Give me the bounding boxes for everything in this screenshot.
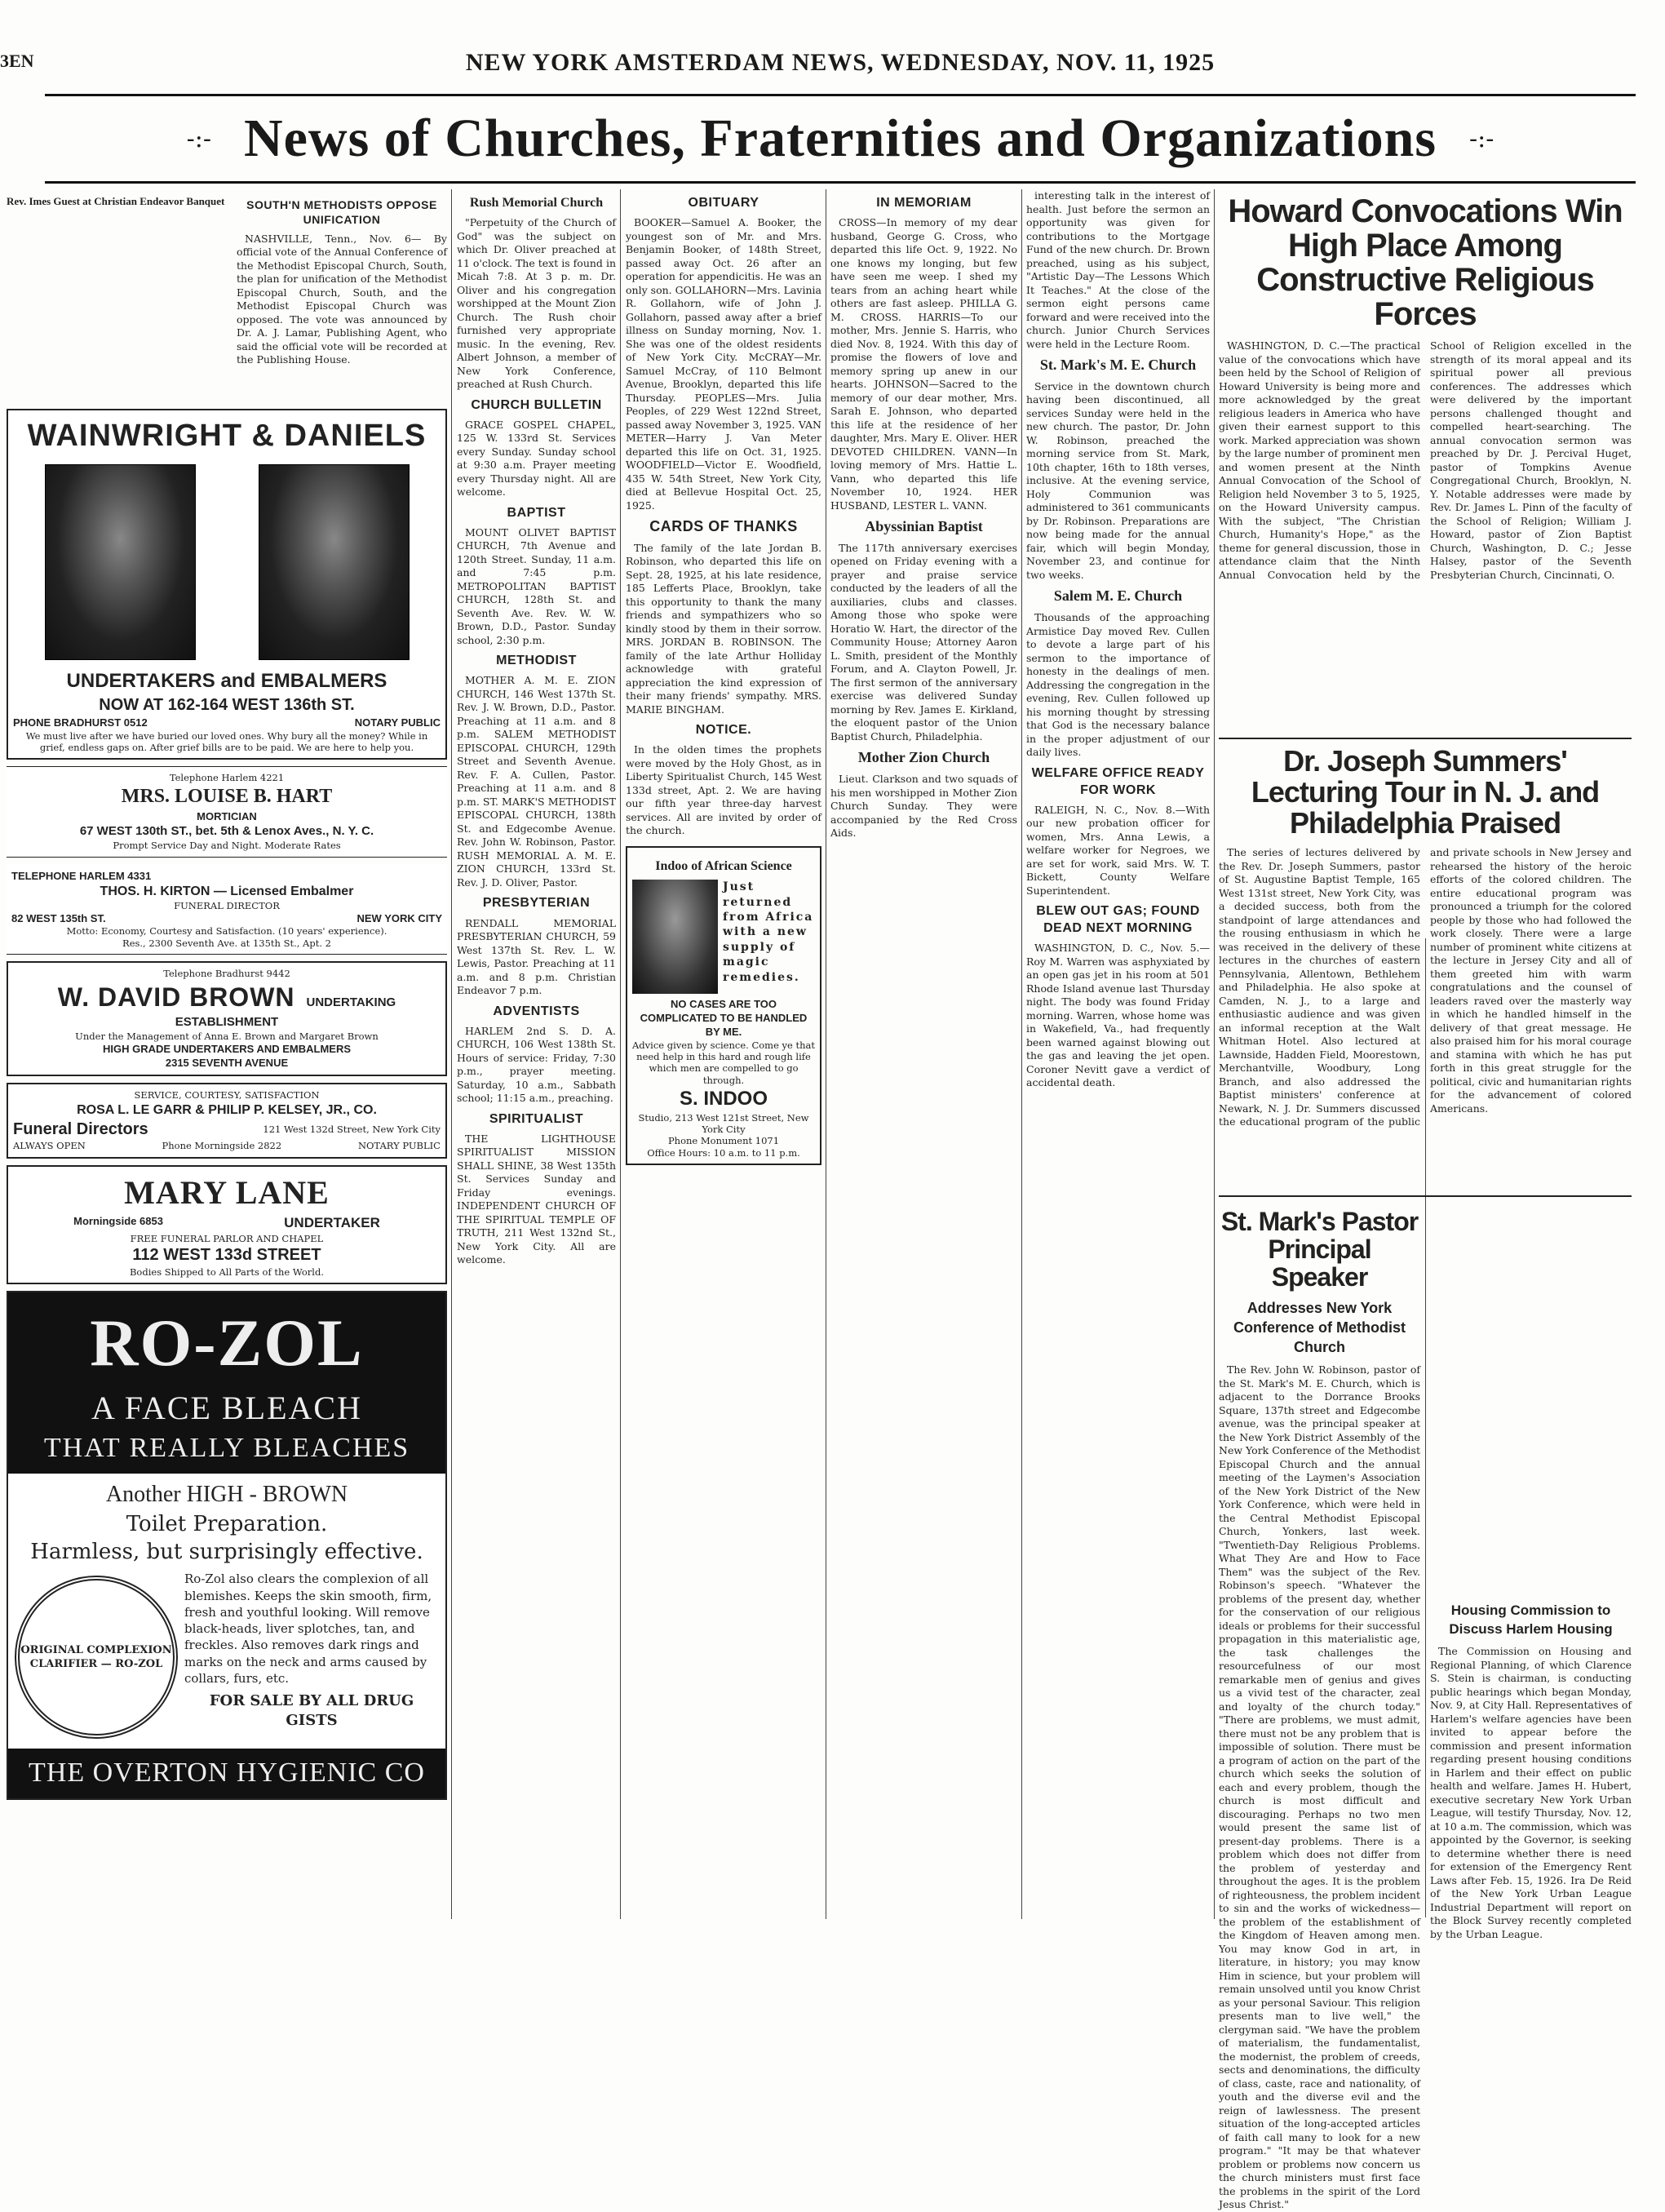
item-headline: Rev. Imes Guest at Christian Endeavor Banquet — [7, 195, 225, 207]
methodists-column — [237, 193, 447, 405]
ad-role: Funeral Directors — [13, 1119, 148, 1138]
ad-photos — [13, 456, 441, 668]
ad-david-brown — [7, 961, 447, 1076]
church-bulletin-column — [457, 189, 616, 1919]
rozol-maker: THE OVERTON HYGIENIC CO — [8, 1749, 445, 1798]
column-rule — [451, 189, 452, 1919]
article-body: interesting talk in the interest of health. Just before the sermon an opportunity was given for contributions to the Mortgage Fund of the new church. Dr. Brown preached, using as his subject, "Artistic Day—The Lessons Which It Teaches." At the close of the sermon eight persons came forward and were received into the church. Junior Church Services were held in the Lecture Room. — [1026, 189, 1210, 350]
ad-phone: Phone Monument 1071 — [667, 1135, 780, 1147]
section-body: MOUNT OLIVET BAPTIST CHURCH, 7th Avenue and 120th Street. Sunday, 11 a.m. and 7:45 p.m. METROPOLITAN BAPTIST CHURCH, 128th St. and Seventh Ave. Rev. W. W. Brown, D.D., Pastor. Sunday school, 2:30 p.m. — [457, 525, 616, 646]
memoriam-headline: IN MEMORIAM — [876, 196, 972, 210]
ad-tagline: SERVICE, COURTESY, SATISFACTION — [134, 1089, 320, 1102]
ad-address: 82 WEST 135th ST. — [11, 912, 106, 925]
column-rule — [1214, 189, 1215, 1919]
ad-louise-hart — [7, 766, 447, 857]
feature-body-wrap — [1219, 339, 1632, 731]
churches-column — [1026, 189, 1210, 1919]
section-headline: PRESBYTERIAN — [482, 896, 591, 911]
article-headline: SOUTH'N METHODISTS OPPOSE UNIFICATION — [246, 198, 437, 227]
feature-headline: Dr. Joseph Summers' Lecturing Tour in N. J. and Philadelphia Praised — [1251, 744, 1600, 840]
thanks-body: The family of the late Jordan B. Robinson, who departed this life on Sept. 28, 1925, at his late residence, 185 Lefferts Place, Brooklyn, take this opportunity to thank the many friends and sympathizers who so kindly stood by them in their sorrow. MRS. JORDAN B. ROBINSON. The family of the late Arthur Holliday acknowledge with grateful appreciation the kind expression of their many friends' sympathy. MRS. MARIE BINGHAM. — [626, 541, 821, 716]
ad-name: THOS. H. KIRTON — Licensed Embalmer — [100, 884, 354, 898]
ad-phone: TELEPHONE HARLEM 4331 — [11, 869, 152, 882]
article-headline: Housing Commission to Discuss Harlem Housing — [1449, 1602, 1613, 1637]
rozol-another: Another HIGH - BROWN — [105, 1481, 348, 1507]
column-rule — [1021, 189, 1022, 1919]
banner-ornament-right: -:- — [1469, 124, 1495, 153]
ad-phone: Telephone Bradhurst 9442 — [163, 968, 290, 980]
ad-hours: Office Hours: 10 a.m. to 11 p.m. — [647, 1146, 800, 1159]
rozol-harmless: Harmless, but surprisingly effective. — [30, 1540, 423, 1565]
article-headline: Salem M. E. Church — [1053, 587, 1183, 605]
obituary-headline: OBITUARY — [688, 196, 759, 210]
ad-address: 67 WEST 130th ST., bet. 5th & Lenox Aves., N. Y. C. — [79, 824, 374, 839]
ad-name: WAINWRIGHT & DANIELS — [27, 419, 427, 454]
article-headline: WELFARE OFFICE READY FOR WORK — [1031, 765, 1205, 797]
ad-phone: Morningside 6853 — [73, 1215, 163, 1228]
obituary-column — [626, 189, 821, 1919]
bulletin-body: GRACE GOSPEL CHAPEL, 125 W. 133rd St. Services every Sunday. Sunday school at 9:30 a.m. Prayer meeting every Thursday night. All are welcome. — [457, 418, 616, 499]
ad-phone: Telephone Harlem 4221 — [169, 772, 285, 784]
feature-subhead: Addresses New York Conference of Methodist Church — [1233, 1300, 1406, 1355]
section-body: THE LIGHTHOUSE SPIRITUALIST MISSION SHALL SHINE, 38 West 135th St. Services Sunday and Friday evenings. INDEPENDENT CHURCH OF THE SPIRITUAL TEMPLE OF TRUTH, 211 West 132nd St., New York City. All are welcome. — [457, 1132, 616, 1266]
ad-address: 121 West 132d Street, New York City — [263, 1123, 441, 1135]
ad-text: Just returned from Africa with a new supply of magic remedies. — [723, 880, 814, 984]
ad-shipping: Bodies Shipped to All Parts of the World. — [129, 1266, 325, 1278]
banner-title: News of Churches, Fraternities and Organizations — [243, 109, 1437, 168]
ad-tag: UNDERTAKING ESTABLISHMENT — [175, 995, 396, 1029]
rozol-tin-image: ORIGINAL COMPLEXION CLARIFIER — RO-ZOL — [15, 1576, 178, 1739]
feature-body-wrap — [1219, 846, 1632, 1189]
portrait-photo — [259, 464, 410, 660]
article-body: "Perpetuity of the Church of God" was the subject on which Dr. Oliver preached at 11 o'clock. The text is found in Micah 7:8. At 3 p. m. Dr. Oliver and his congregation worshipped at the Mount Zion Church. The Rush choir furnished very appropriate music. In the evening, Rev. Albert Johnson, a member of New York Conference, preached at Rush Church. — [457, 216, 616, 391]
article-headline: Abyssinian Baptist — [865, 518, 983, 535]
ad-phone: PHONE BRADHURST 0512 — [13, 716, 148, 729]
section-body: MOTHER A. M. E. ZION CHURCH, 146 West 137th St. Rev. J. W. Brown, D.D., Pastor. Preaching at 11 a.m. and 8 p.m. SALEM METHODIST EPISCOPAL CHURCH, 129th Street and Seventh Avenue. Rev. F. A. Cullen, Pastor. Preaching at 11 a.m. and 8 p.m. ST. MARK'S METHODIST EPISCOPAL CHURCH, 138th St. and Edgecombe Avenue. Rev. John W. Robinson, Pastor. RUSH MEMORIAL A. M. E. ZION CHURCH, 133rd St. Rev. J. D. Oliver, Pastor. — [457, 674, 616, 889]
ad-caution: NO CASES ARE TOO COMPLICATED TO BE HANDLED BY ME. — [640, 998, 808, 1039]
portrait-photo — [45, 464, 196, 660]
feature-headline: Howard Convocations Win High Place Among Constructive Religious Forces — [1228, 193, 1623, 332]
section-banner — [45, 94, 1636, 184]
notice-headline: NOTICE. — [695, 723, 752, 738]
ad-motto: Motto: Economy, Courtesy and Satisfaction. (10 years' experience). — [66, 925, 387, 938]
article-body: Thousands of the approaching Armistice Day moved Rev. Cullen to devote a large part of his sermon to the importance of honesty in the dealings of men. Addressing the congregation in the evening, Rev. Cullen followed up his morning thought by stressing that God is the necessary balance in the proper adjustment of our daily lives. — [1026, 611, 1210, 758]
ad-mary-lane — [7, 1165, 447, 1284]
feature-body: The series of lectures delivered by the Rev. Dr. Joseph Summers, pastor of St. Augustine Baptist Temple, 165 West 131st street, New York City, was a decided success, both from the standpoint of large attendances and the rousing enthusiasm in which he was received in the delivery of these lectures in the churches of eastern Pennsylvania, Allentown, Bethlehem and Philadelphia. He also spoke at Camden, N. J., to a large and enthusiastic audience and was given an informal reception at the Walt Whitman Hotel. Also lectured at Lawnside, Hadden Field, Moorestown, Merchantville, Woodbury, Long Branch, and also addressed the Baptist ministers' conference at Newark, N. J. Dr. Summers discussed the educational program of the public and private schools in New Jersey and rehearsed the history of the heroic efforts of the colored children. The entire educational program was pronounced a triumph for the colored people by those who had followed the work closely. There were a large number of prominent white citizens at the lecture in Jersey City and all of them greeted him with warm congratulations and the counsel of leaders raved over the masterly way in which he handled himself in the delivery of that great message. He also praised him for his moral courage and stamina with which he has put forth in this great struggle for the political, civic and humanitarian rights for the advancement of colored Americans. — [1219, 846, 1632, 1128]
memoriam-column — [830, 189, 1017, 1919]
ad-title: UNDERTAKERS and EMBALMERS — [66, 670, 387, 693]
ad-rozol — [7, 1291, 447, 1800]
rozol-line1: A FACE BLEACH — [91, 1390, 362, 1427]
memoriam-body: CROSS—In memory of my dear husband, George G. Cross, who departed this life Oct. 9, 1922. No one knows my longing, but few have seen me weep. I shed my tears from an aching heart while others are fast asleep. PHILLA G. M. CROSS. HARRIS—To our mother, Mrs. Jennie S. Harris, who died Nov. 8, 1924. With this day of promise the flowers of love and memory spring up anew in our hearts. JOHNSON—Sacred to the memory of our dear mother, Mrs. Sarah E. Johnson, who departed this life at the residence of her daughter, Mrs. Mary E. Oliver. HER DEVOTED CHILDREN. VANN—In loving memory of Mrs. Hattie L. Vann, who departed this life November 10, 1924. HER HUSBAND, LESTER L. VANN. — [830, 216, 1017, 512]
ad-name: S. INDOO — [679, 1088, 768, 1110]
rozol-brand: RO-ZOL — [90, 1305, 364, 1380]
ad-open: ALWAYS OPEN — [13, 1140, 86, 1152]
ad-tagline: FREE FUNERAL PARLOR AND CHAPEL — [130, 1232, 324, 1244]
article-body: Service in the downtown church having been discontinued, all services Sunday were held in the new church. The pastor, Dr. John W. Robinson, preached the morning service from St. Mark, 10th chapter, 16th to 18th verses, inclusive. At the evening service, Holy Communion was administered to 361 communicants by Dr. Robinson. Preparations are now being made for the annual fair, which will begin Monday, November 23, and continue for two weeks. — [1026, 379, 1210, 581]
section-body: RENDALL MEMORIAL PRESBYTERIAN CHURCH, 59 West 137th St. Rev. L. W. Lewis, Pastor. Preaching at 11 a.m. and 8 p.m. Christian Endeavor 7 p.m. — [457, 916, 616, 997]
ad-role: MORTICIAN — [197, 810, 257, 823]
ad-title: Indoo of African Science — [655, 858, 792, 873]
banner-ornament-left: -:- — [186, 124, 211, 153]
ad-name: W. DAVID BROWN — [57, 982, 295, 1012]
section-headline: BAPTIST — [507, 505, 566, 520]
article-headline: Rush Memorial Church — [469, 196, 604, 210]
section-headline: SPIRITUALIST — [489, 1111, 584, 1126]
feature-body: The Rev. John W. Robinson, pastor of the St. Mark's M. E. Church, which is adjacent to the Dorrance Brooks Square, 137th street and Edgecombe avenue, was the principal speaker at the New York District Assembly of the New York Conference of the Methodist Episcopal Church and the annual meeting of the Laymen's Association of the New York District of the New York Conference, which were held in the Central Methodist Episcopal Church, Yonkers, last week. "Twentieth-Day Religious Problems. What They Are and How to Face Them" was the subject of the Rev. Robinson's speech. "Whatever the problems of the present day, whether for the conservation of our religious ideals or problems for their successful propagation in this materialistic age, the task challenges the resourcefulness of our most remarkable men of genius and gives us a vivid test of the character, zeal and loyalty of the church today." "There are problems, we must admit, there must not be any problem that is impossible of solution. There must be a program of action on the part of the church which seeks the solution of each and every problem, though the church is most difficult and discouraging. Perhaps no two men would present the same list of present-day problems. There is a problem which does not differ from the problem of yesterday and throughout the ages. It is the problem of righteousness, the problem incident to sin and the works of wickedness—the problem of the establishment of the Kingdom of Heaven among men. You may know God in art, in literature, in history; you may know Him in science, but your problem will remain unsolved until you know Christ as your personal Saviour. This religion presents man to live well," the clergyman said. "We have the problem of materialism, the fundamentalist, the modernist, the problem of creeds, sects and denominations, the difficulty of class, caste, race and nationality, of youth and the diverse evil and the reign of lawlessness. The present situation of the long-accepted articles of faith call many to look for a new program." "It may be that whatever problem or problems now concern us the church ministers must first face the problems in the spirit of the Lord Jesus Christ." — [1219, 1363, 1420, 2211]
notice-body: In the olden times the prophets were moved by the Holy Ghost, as in Liberty Spiritualist Church, 145 West 133d street, Apt. 2. We are having our fifth year three-day harvest services. All are invited by order of the church. — [626, 743, 821, 837]
article-body: The 117th anniversary exercises opened on Friday evening with a prayer and praise service conducted by the leaders of all the auxiliaries, clubs and classes. Among those who spoke were Horatio W. Hart, the director of the Community House; Attorney Aaron L. Smith, president of the Monthly Forum, and A. Clayton Powell, Jr. The first sermon of the anniversary exercise was delivered Sunday morning by Rev. James E. Kirkland, the eloquent pastor of the Union Baptist Church, Philadelphia. — [830, 541, 1017, 743]
ad-address: 2315 SEVENTH AVENUE — [165, 1057, 289, 1070]
ad-notary: NOTARY PUBLIC — [357, 1140, 441, 1152]
ad-address: NOW AT 162-164 WEST 136th ST. — [99, 695, 355, 714]
ad-phone: Phone Morningside 2822 — [162, 1140, 282, 1152]
article-body: WASHINGTON, D. C., Nov. 5.—Roy M. Warren was asphyxiated by an open gas jet in his room at 501 Rhode Island avenue last Thursday night. The body was found Friday morning. Warren, whose home was in Wakefield, Va., had frequently been warned against blowing out the gas and leaving the jet open. Coroner Nevitt gave a verdict of accidental death. — [1026, 942, 1210, 1089]
feature-body: WASHINGTON, D. C.—The practical value of the convocations which have been held by the School of Religion of Howard University is being more and more acknowledged by the great religious leaders in America who have given their earnest support to this work. Marked appreciation was shown by the large number of prominent men and women present at the Ninth Annual Convocation of the School of Religion held November 3 to 5, 1925, on the Howard University campus. With the subject, "The Christian Church, Humanity's Hope," as the theme for general discussion, those in attendance claim that the Ninth Annual Convocation held by the School of Religion excelled in the strength of its moral appeal and its spiritual power all previous conferences. The addresses which were delivered by the important persons challenged thought and compelled heart-searching. The annual convocation sermon was preached by Dr. J. Percival Huget, pastor of Tompkins Avenue Congregational Church, Brooklyn, N. Y. Notable addresses were made by Rev. Dr. James L. Pinn of the faculty of the School of Religion; William J. Howard, pastor of Zion Baptist Church, Washington, D. C.; Jesse Halsey, pastor of the Seventh Presbyterian Church, Cincinnati, O. — [1219, 339, 1632, 581]
article-headline: Mother Zion Church — [857, 749, 990, 766]
article-body: The Commission on Housing and Regional Planning, of which Clarence S. Stein is chairman, is conducting public hearings which began Monday, Nov. 9, at City Hall. Representatives of Harlem's welfare agencies have been invited to appear before the commission and present information regarding present housing conditions in Harlem and their effect on public health and welfare. James H. Hubert, executive secretary New York Urban League, will testify Thursday, Nov. 12, at 10 a.m. The commission, which was appointed by the Governor, is seeking to determine whether there is need for extension of the Emergency Rent Laws after Feb. 15, 1926. Ira De Reid of the New York Urban League Industrial Department will report on the Block Survey recently completed by the Urban League. — [1430, 1645, 1632, 1940]
feature-column — [1219, 189, 1632, 2211]
ad-name: MARY LANE — [124, 1173, 330, 1211]
column-rule — [620, 189, 621, 1919]
section-headline: METHODIST — [496, 654, 577, 668]
masthead: NEW YORK AMSTERDAM NEWS, WEDNESDAY, NOV. 11, 1925 — [465, 49, 1216, 76]
rozol-prep: Toilet Preparation. — [126, 1511, 328, 1536]
ad-service: Prompt Service Day and Night. Moderate Rates — [113, 840, 341, 852]
feature-headline: St. Mark's Pastor Principal Speaker — [1220, 1207, 1419, 1292]
ad-kirton — [7, 864, 447, 955]
feature-body-continued — [1430, 1204, 1632, 1595]
ad-notary: NOTARY PUBLIC — [354, 716, 441, 729]
ad-management: Under the Management of Anna E. Brown and Margaret Brown — [75, 1030, 379, 1042]
ads-column — [7, 189, 447, 1927]
portrait-photo — [632, 880, 718, 994]
ad-wainwright-daniels — [7, 409, 447, 760]
obituary-body: BOOKER—Samuel A. Booker, the youngest son of Mr. and Mrs. Benjamin Booker, of 148th Street, passed away Oct. 26 after an operation for appendicitis. He was an only son. GOLLAHORN—Mrs. Lavinia R. Gollahorn, wife of John J. Gollahorn, passed away after a brief illness on Sunday morning, Nov. 1. She was one of the oldest residents of New York City. McCRAY—Mr. Samuel McCray, of 110 Belmont Avenue, Brooklyn, departed this life Thursday. PEOPLES—Mrs. Julia Peoples, of 229 West 122nd Street, passed away November 3, 1925. VAN METER—Harry J. Van Meter departed this life on Oct. 31, 1925. WOODFIELD—Victor E. Woodfield, 435 W. 54th Street, New York City, died at Bellevue Hospital Oct. 25, 1925. — [626, 216, 821, 512]
thanks-headline: CARDS OF THANKS — [649, 518, 798, 535]
rozol-line2: THAT REALLY BLEACHES — [43, 1432, 410, 1463]
bulletin-headline: CHURCH BULLETIN — [471, 397, 602, 412]
ad-name: MRS. LOUISE B. HART — [121, 785, 333, 807]
rozol-body: Ro-Zol also clears the complexion of all blemishes. Keeps the skin smooth, firm, fresh and youthful looking. Will remove black-heads, liver splotches, tan, and freckles. Also removes dark rings and marks on the neck and arms caused by collars, furs, etc. — [184, 1571, 432, 1686]
ad-residence: Res., 2300 Seventh Ave. at 135th St., Apt. 2 — [122, 937, 331, 949]
ad-role: UNDERTAKER — [284, 1215, 380, 1231]
section-headline: ADVENTISTS — [493, 1004, 580, 1018]
ad-role: FUNERAL DIRECTOR — [174, 899, 280, 911]
ad-indoo — [626, 846, 821, 1165]
ad-advice: Advice given by science. Come ye that need help in this hard and rough life which men are compelled to go through. — [632, 1039, 816, 1086]
article-body: Lieut. Clarkson and two squads of his men worshipped in Mother Zion Church Sunday. They were accompanied by the Red Cross Aids. — [830, 773, 1017, 840]
section-body: HARLEM 2nd S. D. A. CHURCH, 106 West 138th St. Hours of service: Friday, 7:30 p.m., prayer meeting. Saturday, 10 a.m., Sabbath school; 11:15 a.m., preaching. — [457, 1024, 616, 1105]
ad-address: 112 WEST 133d STREET — [132, 1246, 321, 1265]
ad-services: HIGH GRADE UNDERTAKERS AND EMBALMERS — [102, 1042, 352, 1055]
article-headline: St. Mark's M. E. Church — [1039, 357, 1197, 373]
rozol-header — [8, 1292, 445, 1474]
ad-address: Studio, 213 West 121st Street, New York City — [638, 1111, 809, 1136]
article-body: NASHVILLE, Tenn., Nov. 6— By official vote of the Annual Conference of the Methodist Episcopal Church, South, the plan for unification of the Methodist Episcopal Church, South, and the Methodist Episcopal Church was opposed. The vote was announced by Dr. A. J. Lamar, Publishing Agent, who said the official vote will be recorded at the Publishing House. — [237, 232, 447, 366]
ad-tagline: We must live after we have buried our loved ones. Why bury all the money? While in grief, endless gaps on. After grief bills are to be paid. We are here to help you. — [25, 729, 428, 753]
ad-name: ROSA L. LE GARR & PHILIP P. KELSEY, JR., CO. — [77, 1102, 377, 1117]
page-number: 3EN — [0, 51, 34, 71]
rozol-sale: FOR SALE BY ALL DRUG GISTS — [209, 1692, 414, 1729]
ad-legarr-kelsey — [7, 1083, 447, 1158]
ad-city: NEW YORK CITY — [356, 912, 442, 925]
article-headline: BLEW OUT GAS; FOUND DEAD NEXT MORNING — [1036, 904, 1200, 936]
article-body: RALEIGH, N. C., Nov. 8.—With our new probation officer for women, Mrs. Anna Lewis, a welfare worker for Negroes, we are set for work, said Mrs. W. T. Bickett, County Welfare Superintendent. — [1026, 803, 1210, 897]
